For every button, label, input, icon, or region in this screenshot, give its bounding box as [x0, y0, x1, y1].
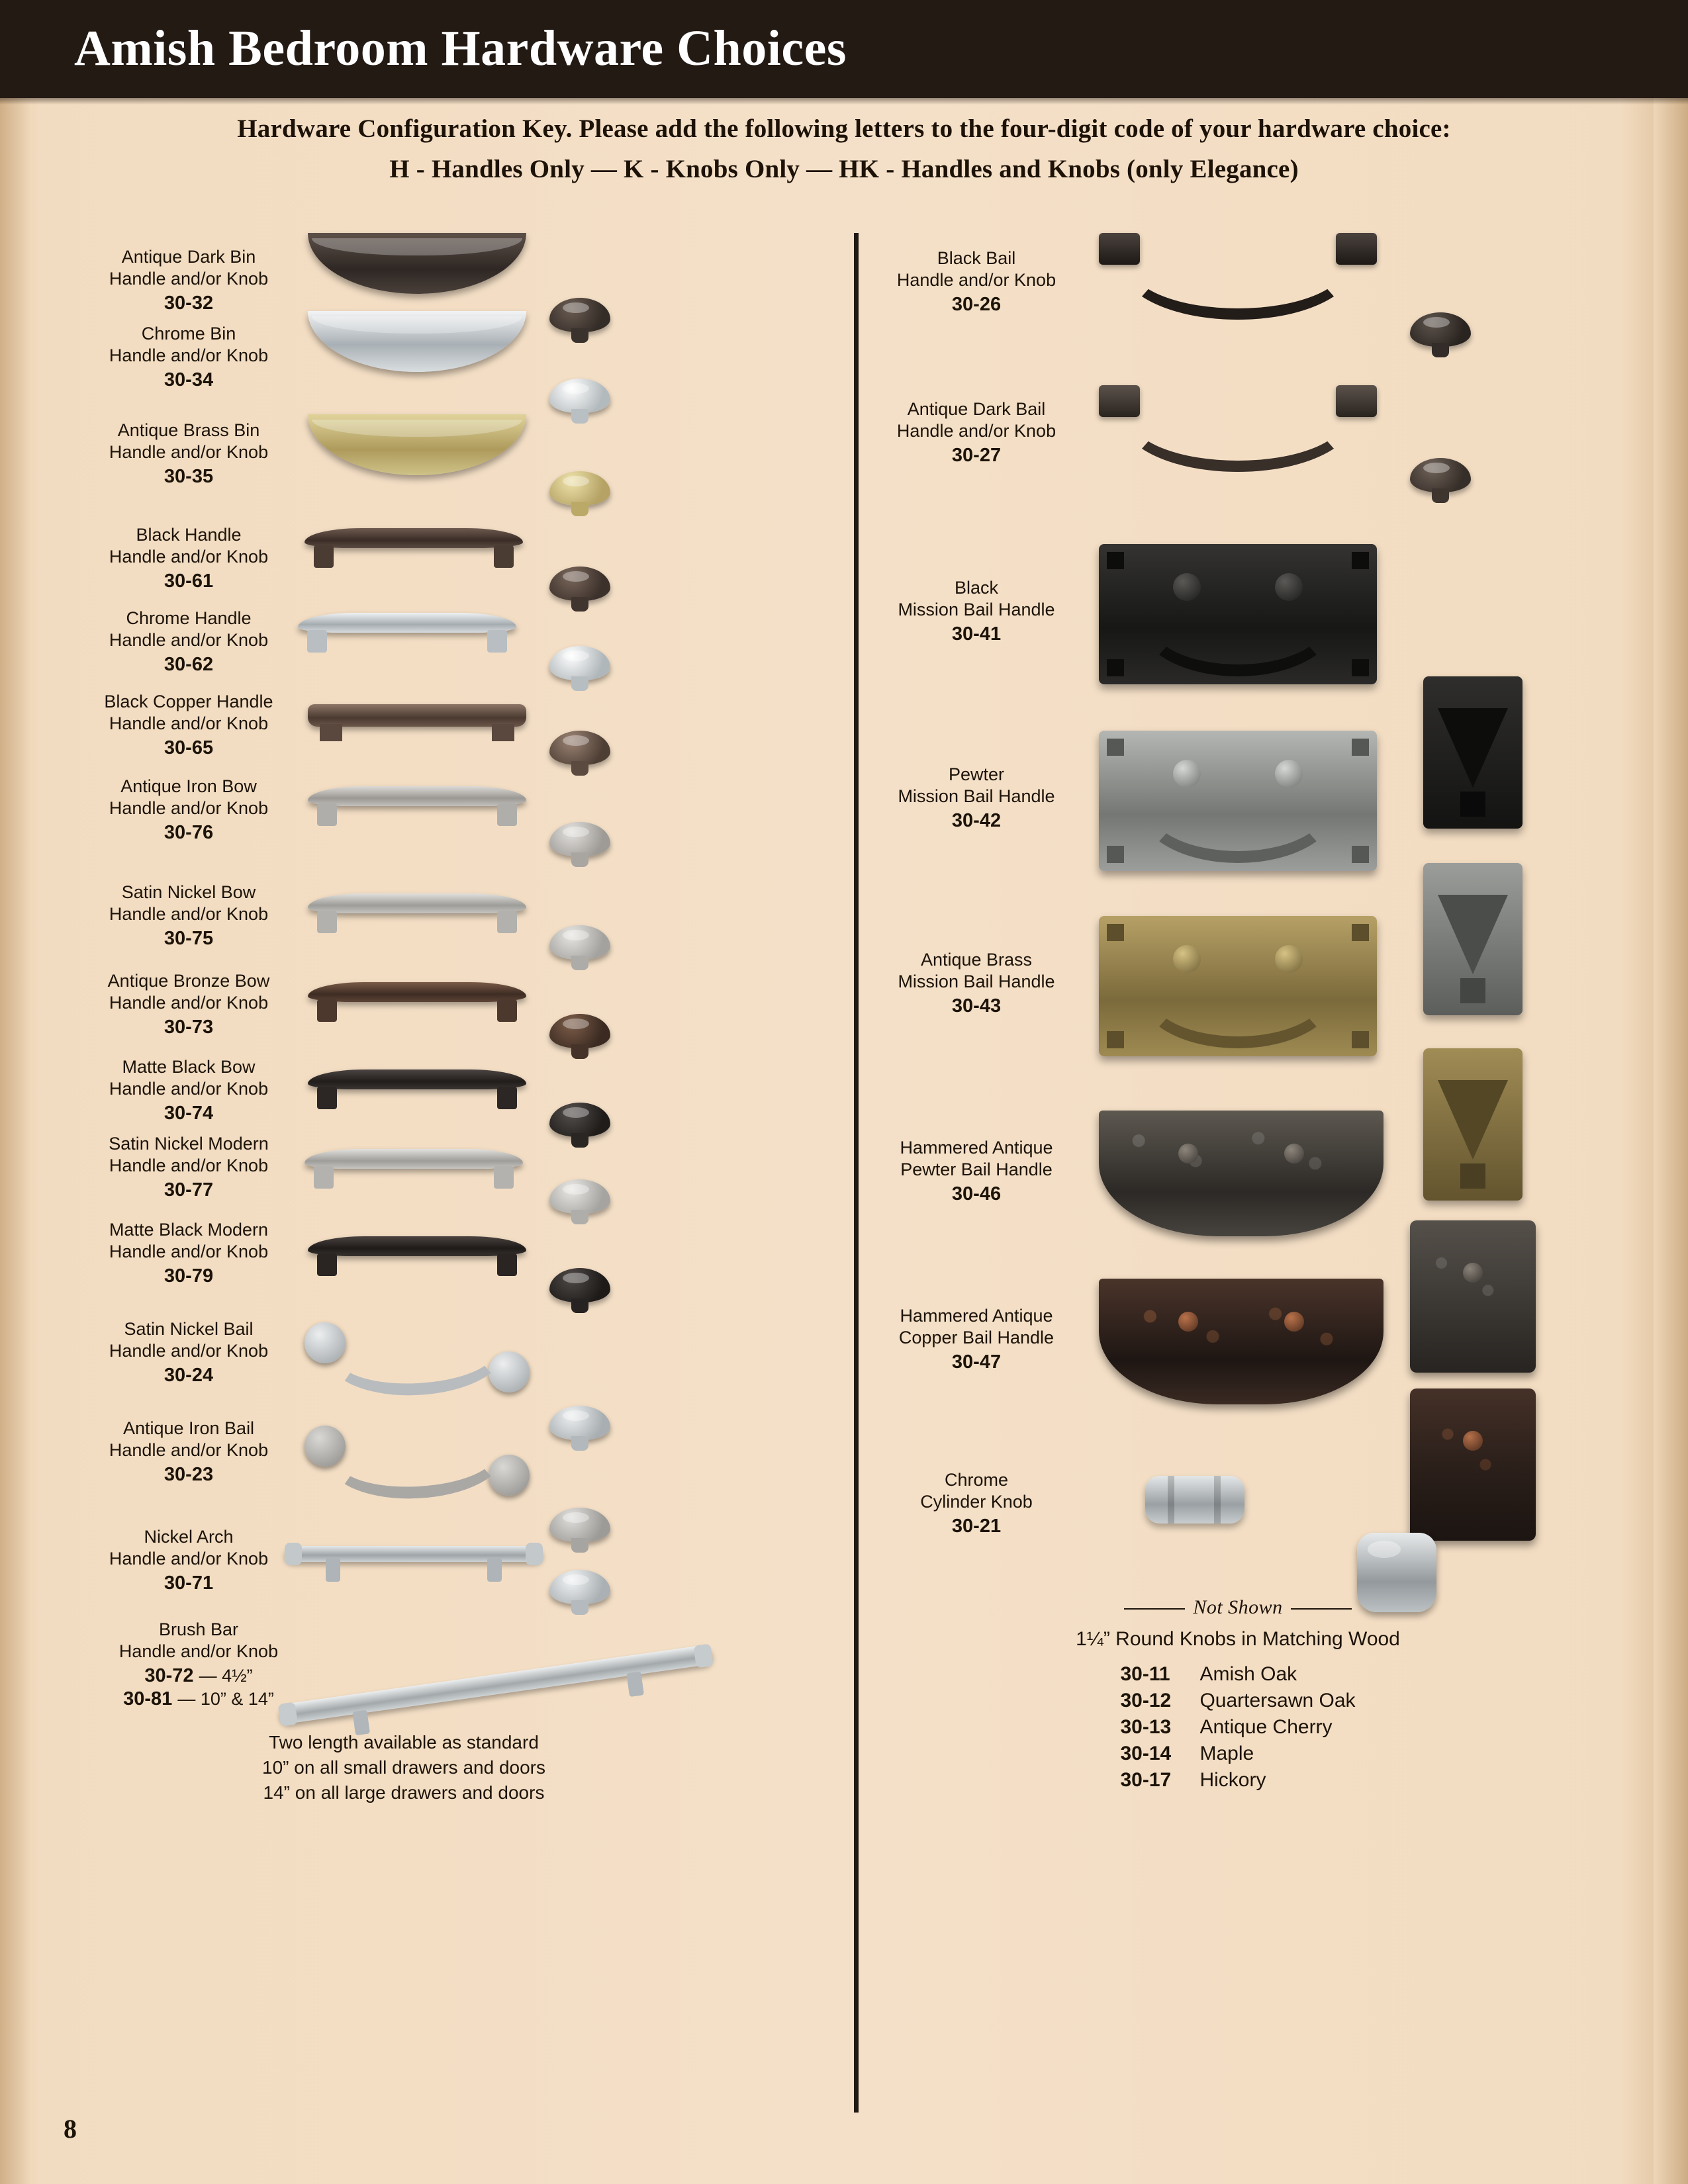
item-code: 30-11 — [1120, 1663, 1170, 1685]
product-subtitle: Handle and/or Knob — [109, 1440, 269, 1460]
knob-art — [1410, 458, 1471, 507]
page-header — [0, 0, 1688, 98]
bow-pull-art — [308, 1067, 526, 1116]
list-item — [1120, 1767, 1355, 1794]
hammered-drop-art — [1410, 1220, 1536, 1373]
product-subtitle: Pewter Bail Handle — [900, 1160, 1053, 1179]
bow-pull-art — [308, 784, 526, 833]
knob-art — [549, 1014, 610, 1063]
product-name: Black — [954, 578, 999, 598]
item-label: Antique Cherry — [1199, 1716, 1333, 1738]
product-code: 30-62 — [164, 654, 214, 675]
product-name: Antique Brass Bin — [117, 420, 260, 440]
knob-art — [549, 822, 610, 871]
bow-pull-art — [305, 525, 523, 574]
product-name: Nickel Arch — [144, 1527, 234, 1547]
knob-art — [549, 471, 610, 520]
product-caption — [79, 524, 298, 592]
product-code: 30-24 — [164, 1365, 214, 1386]
knob-art — [549, 646, 610, 695]
product-caption — [867, 949, 1086, 1017]
product-row — [79, 1517, 338, 1612]
product-caption — [79, 1619, 318, 1710]
swan-bail-art — [298, 1406, 536, 1505]
product-code-note: — 4½” — [199, 1666, 253, 1686]
rule-left — [1124, 1608, 1185, 1610]
product-subtitle: Handle and/or Knob — [109, 1549, 269, 1569]
list-item — [1120, 1688, 1355, 1714]
product-caption — [867, 577, 1086, 645]
product-subtitle: Handle and/or Knob — [109, 547, 269, 567]
item-label: Amish Oak — [1199, 1663, 1297, 1685]
product-name: Chrome Handle — [126, 608, 252, 628]
footnote-line-1: Two length available as standard — [269, 1732, 539, 1752]
product-row — [79, 1610, 545, 1803]
product-caption — [867, 1305, 1086, 1373]
item-label: Maple — [1199, 1743, 1254, 1764]
config-key-line-1: Hardware Configuration Key. Please add the following letters to the four-digit code of your hardware choice: — [237, 114, 1451, 143]
product-subtitle: Handle and/or Knob — [109, 713, 269, 733]
mission-bail-plate-art — [1099, 544, 1377, 684]
arch-rail-art — [285, 1537, 543, 1583]
product-code: 30-21 — [951, 1516, 1002, 1537]
product-code: 30-72 — 4½” — [144, 1665, 253, 1686]
mission-drop-art — [1423, 676, 1523, 829]
item-code: 30-13 — [1120, 1716, 1172, 1738]
product-name: Antique Iron Bail — [122, 1418, 255, 1438]
item-code: 30-17 — [1120, 1769, 1172, 1791]
list-item — [1120, 1714, 1355, 1741]
bow-pull-art — [308, 979, 526, 1028]
product-caption — [79, 1219, 298, 1287]
knob-art — [549, 1268, 610, 1317]
product-code: 30-77 — [164, 1179, 214, 1201]
hammered-bail-art — [1099, 1111, 1383, 1236]
product-code: 30-76 — [164, 822, 214, 843]
knob-art — [549, 298, 610, 347]
product-name: Matte Black Bow — [122, 1057, 256, 1077]
product-row — [79, 420, 298, 529]
product-caption — [79, 1056, 298, 1124]
hammered-bail-art — [1099, 1279, 1383, 1404]
mission-bail-plate-art — [1099, 916, 1377, 1056]
product-code: 30-46 — [951, 1183, 1002, 1205]
product-subtitle: Handle and/or Knob — [109, 1242, 269, 1261]
item-label: Quartersawn Oak — [1199, 1690, 1356, 1711]
product-code: 30-65 — [164, 737, 214, 758]
mission-bail-plate-art — [1099, 731, 1377, 871]
bin-pull-art — [308, 414, 526, 475]
product-name: Antique Bronze Bow — [107, 971, 270, 991]
product-name: Satin Nickel Modern — [109, 1134, 269, 1154]
product-name: Antique Iron Bow — [120, 776, 257, 796]
product-code-2: 30-81 — 10” & 14” — [123, 1688, 274, 1709]
product-row — [867, 233, 1145, 361]
product-caption — [79, 970, 298, 1038]
product-code: 30-42 — [951, 810, 1002, 831]
knob-art — [549, 731, 610, 780]
mission-drop-art — [1423, 1048, 1523, 1201]
product-subtitle: Handle and/or Knob — [109, 904, 269, 924]
product-name: Hammered Antique — [900, 1306, 1053, 1326]
page-number: 8 — [64, 2114, 77, 2144]
product-code: 30-61 — [164, 570, 214, 592]
mission-drop-art — [1423, 863, 1523, 1015]
product-caption — [79, 1526, 298, 1594]
config-key-line-2: H - Handles Only — K - Knobs Only — HK - Handles and Knobs (only Elegance) — [389, 155, 1299, 183]
product-subtitle: Handle and/or Knob — [109, 345, 269, 365]
knob-art — [549, 1570, 610, 1619]
item-label: Hickory — [1199, 1769, 1266, 1791]
product-subtitle: Mission Bail Handle — [898, 786, 1055, 806]
product-code-2-note: — 10” & 14” — [177, 1689, 274, 1709]
not-shown-subtitle: 1¼” Round Knobs in Matching Wood — [1076, 1628, 1400, 1650]
product-row — [79, 965, 298, 1063]
page-edge-shadow-right — [1654, 0, 1688, 2184]
not-shown-section — [867, 1596, 1609, 1794]
product-subtitle: Mission Bail Handle — [898, 972, 1055, 991]
bin-pull-art — [308, 311, 526, 372]
product-row — [867, 385, 1145, 514]
brush-bar-footnote — [232, 1730, 576, 1805]
product-row — [79, 1133, 298, 1231]
product-code: 30-23 — [164, 1464, 214, 1485]
item-code: 30-12 — [1120, 1690, 1172, 1711]
product-row — [79, 604, 298, 702]
knob-art — [549, 1179, 610, 1228]
knob-art — [549, 567, 610, 615]
product-subtitle: Handle and/or Knob — [109, 798, 269, 818]
not-shown-list — [1120, 1661, 1355, 1794]
product-code: 30-35 — [164, 466, 214, 487]
product-code: 30-41 — [951, 623, 1002, 645]
product-caption — [867, 248, 1086, 316]
product-code: 30-47 — [951, 1351, 1002, 1373]
knob-art — [549, 1406, 610, 1455]
product-code: 30-73 — [164, 1017, 214, 1038]
bow-pull-art — [305, 1146, 523, 1195]
bow-pull-art — [298, 610, 516, 659]
product-caption — [79, 420, 298, 488]
product-subtitle: Cylinder Knob — [920, 1492, 1033, 1512]
configuration-key — [0, 114, 1688, 184]
product-caption — [867, 398, 1086, 467]
product-row — [79, 770, 298, 868]
footnote-line-3: 14” on all large drawers and doors — [263, 1782, 545, 1803]
product-name: Black Handle — [136, 525, 242, 545]
column-divider — [854, 233, 859, 2113]
rule-right — [1291, 1608, 1352, 1610]
black-bail-art — [1099, 233, 1377, 312]
product-subtitle: Handle and/or Knob — [896, 270, 1056, 290]
product-caption — [79, 691, 298, 759]
flat-pull-art — [308, 704, 526, 745]
product-name: Antique Dark Bin — [121, 247, 256, 267]
product-subtitle: Mission Bail Handle — [898, 600, 1055, 619]
product-name: Antique Dark Bail — [907, 399, 1046, 419]
product-subtitle: Handle and/or Knob — [109, 269, 269, 289]
product-subtitle: Handle and/or Knob — [896, 421, 1056, 441]
product-code: 30-75 — [164, 928, 214, 949]
page-title: Amish Bedroom Hardware Choices — [74, 21, 847, 76]
product-row — [867, 1451, 1033, 1603]
product-name: Black Bail — [937, 248, 1016, 268]
page-edge-shadow-left — [0, 0, 32, 2184]
product-caption — [79, 1133, 298, 1201]
not-shown-title: Not Shown — [867, 1596, 1609, 1619]
product-caption — [867, 764, 1086, 832]
product-row — [79, 518, 298, 615]
product-subtitle: Handle and/or Knob — [109, 993, 269, 1013]
product-caption — [867, 1469, 1086, 1537]
knob-art — [549, 925, 610, 974]
product-subtitle: Handle and/or Knob — [109, 1156, 269, 1175]
bow-pull-art — [308, 1234, 526, 1283]
knob-art — [1410, 312, 1471, 361]
product-code: 30-26 — [951, 294, 1002, 315]
product-code: 30-43 — [951, 995, 1002, 1017]
product-code: 30-32 — [164, 293, 214, 314]
product-caption — [79, 1318, 298, 1387]
product-code: 30-71 — [164, 1572, 214, 1594]
hammered-drop-art — [1410, 1388, 1536, 1541]
product-name: Pewter — [948, 764, 1005, 784]
product-code: 30-79 — [164, 1265, 214, 1287]
product-subtitle: Handle and/or Knob — [109, 442, 269, 462]
product-subtitle: Copper Bail Handle — [898, 1328, 1055, 1347]
footnote-line-2: 10” on all small drawers and doors — [262, 1757, 545, 1778]
product-row — [79, 311, 298, 421]
product-name: Chrome — [944, 1470, 1009, 1490]
product-subtitle: Handle and/or Knob — [109, 630, 269, 650]
knob-art — [549, 1103, 610, 1152]
product-row — [79, 688, 298, 778]
product-code: 30-74 — [164, 1103, 214, 1124]
knob-art — [549, 379, 610, 428]
product-code: 30-27 — [951, 445, 1002, 466]
antique-dark-bail-art — [1099, 385, 1377, 465]
product-caption — [79, 882, 298, 950]
list-item — [1120, 1661, 1355, 1688]
product-code: 30-34 — [164, 369, 214, 390]
bow-pull-art — [308, 891, 526, 940]
item-code: 30-14 — [1120, 1743, 1172, 1764]
list-item — [1120, 1741, 1355, 1767]
product-caption — [79, 608, 298, 676]
product-subtitle: Handle and/or Knob — [109, 1341, 269, 1361]
brush-bar-art — [277, 1637, 716, 1744]
product-name: Satin Nickel Bail — [124, 1319, 254, 1339]
product-name: Hammered Antique — [900, 1138, 1053, 1158]
product-name: Chrome Bin — [141, 324, 236, 343]
product-name: Matte Black Modern — [109, 1220, 269, 1240]
product-name: Brush Bar — [158, 1619, 239, 1639]
product-subtitle: Handle and/or Knob — [109, 1079, 269, 1099]
bin-pull-art — [308, 233, 526, 294]
product-subtitle: Handle and/or Knob — [118, 1641, 279, 1661]
product-caption — [79, 1418, 298, 1486]
product-caption — [79, 246, 298, 314]
product-name: Antique Brass — [920, 950, 1033, 970]
knob-art — [549, 1508, 610, 1557]
cylinder-knob-side-art — [1145, 1464, 1244, 1537]
product-caption — [79, 776, 298, 844]
product-name: Satin Nickel Bow — [121, 882, 256, 902]
product-caption — [79, 323, 298, 391]
swan-bail-art — [298, 1302, 536, 1402]
product-caption — [867, 1137, 1086, 1205]
product-name: Black Copper Handle — [104, 692, 273, 711]
